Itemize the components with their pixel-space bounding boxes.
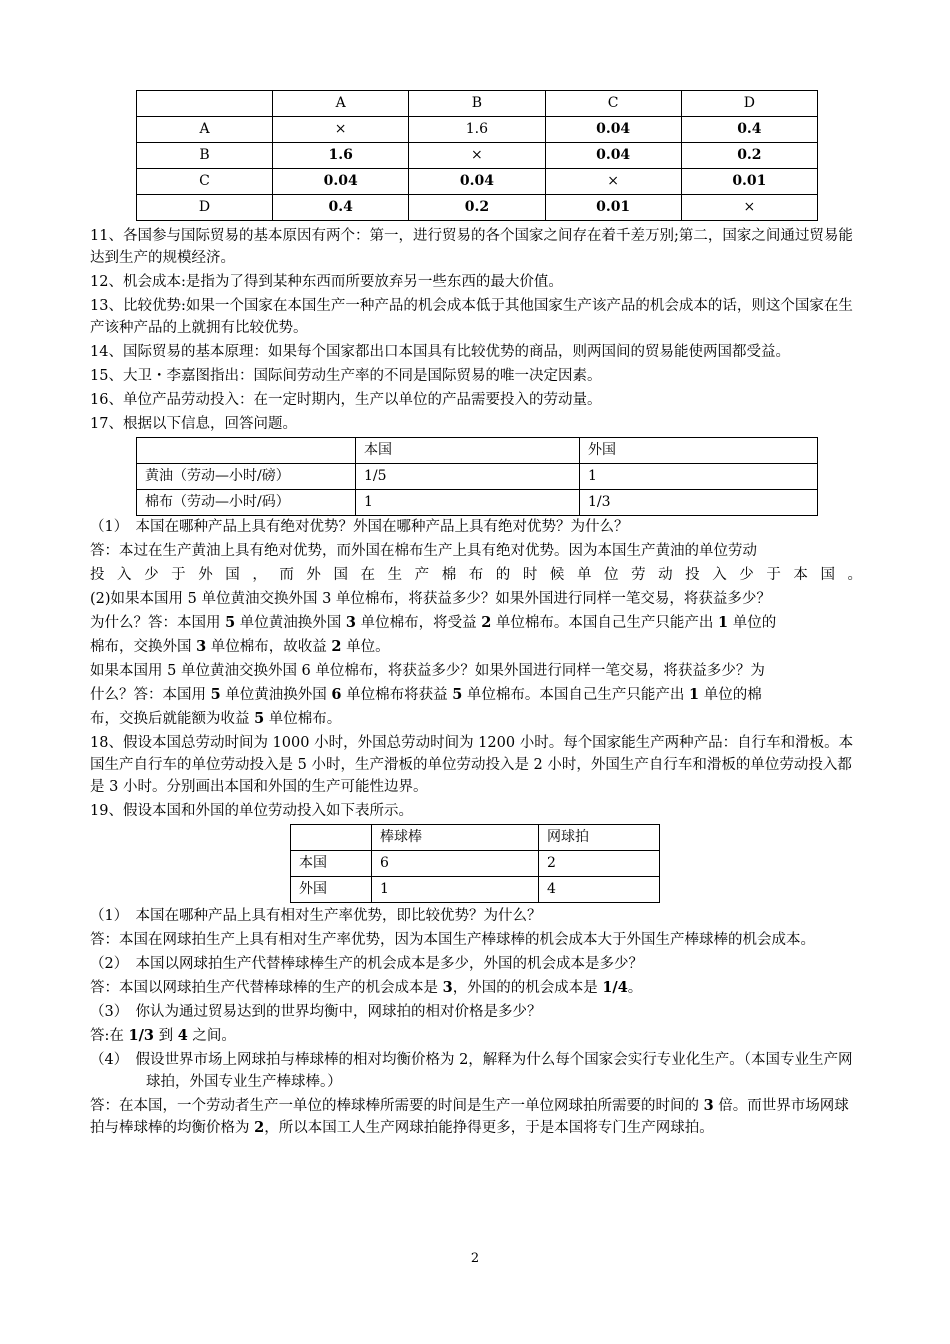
item-12: 12、机会成本:是指为了得到某种东西而所要放弃另一些东西的最大价值。 xyxy=(90,274,563,290)
table-header-row xyxy=(137,438,818,464)
text-run: 2 xyxy=(481,614,492,631)
table-cell: 0.01 xyxy=(681,169,817,195)
q17-answer-1b: 投入少于外国，而外国在生产棉布的时候单位劳动投入少于本国。 xyxy=(90,567,862,583)
table-cell: 棒球棒 xyxy=(372,825,539,851)
q17-answer-3-cont xyxy=(90,708,862,730)
item-14: 14、国际贸易的基本原理：如果每个国家都出口本国具有比较优势的商品，则两国间的贸易能使两国都受益。 xyxy=(90,344,790,360)
ratio-table xyxy=(136,90,818,221)
text-run: 什么？答：本国用 xyxy=(90,687,211,703)
table-cell: 黄油（劳动—小时/磅） xyxy=(137,464,356,490)
table-cell: 网球拍 xyxy=(539,825,660,851)
table-cell: B xyxy=(409,91,545,117)
text-run: 1 xyxy=(689,686,700,703)
text-run: 1 xyxy=(718,614,729,631)
text-run: 之间。 xyxy=(187,1028,236,1044)
table-cell: × xyxy=(409,143,545,169)
table-cell: B xyxy=(137,143,273,169)
table-cell: × xyxy=(273,117,409,143)
page-number: 2 xyxy=(470,1251,480,1266)
text-run: 到 xyxy=(153,1028,178,1044)
table-cell: 外国 xyxy=(291,877,372,903)
text-run: 单位棉布，故收益 xyxy=(206,639,332,655)
q17-question-1: （1） 本国在哪种产品上具有绝对优势？外国在哪种产品上具有绝对优势？为什么？ xyxy=(90,519,629,535)
unit-labor-table xyxy=(290,824,660,903)
item-17: 17、根据以下信息，回答问题。 xyxy=(90,416,297,432)
text-run: 。 xyxy=(627,980,643,996)
text-run: ，外国的的机会成本是 xyxy=(452,980,603,996)
table-cell: × xyxy=(545,169,681,195)
text-run: 答：在本国，一个劳动者生产一单位的棒球棒所需要的时间是生产一单位网球拍所需要的时间的 xyxy=(90,1098,704,1114)
table-row xyxy=(137,143,818,169)
text-run: 3 xyxy=(703,1097,714,1114)
q19-answer-2 xyxy=(90,977,862,999)
table-row xyxy=(137,195,818,221)
table-cell: 1/5 xyxy=(356,464,580,490)
q19-answer-4 xyxy=(90,1095,862,1139)
text-run: 答：本国以网球拍生产代替棒球棒的生产的机会成本是 xyxy=(90,980,443,996)
table-cell: C xyxy=(545,91,681,117)
text-run: 单位。 xyxy=(341,639,390,655)
table-cell: 0.4 xyxy=(681,117,817,143)
table-cell: 0.04 xyxy=(409,169,545,195)
text-run: ，所以本国工人生产网球拍能挣得更多，于是本国将专门生产网球拍。 xyxy=(264,1120,714,1136)
text-run: 为什么？答：本国用 xyxy=(90,615,226,631)
table-cell: 0.04 xyxy=(545,143,681,169)
table-cell: 4 xyxy=(539,877,660,903)
table-cell: 本国 xyxy=(291,851,372,877)
table-cell: 棉布（劳动—小时/码） xyxy=(137,490,356,516)
table-cell: C xyxy=(137,169,273,195)
table-cell: 0.04 xyxy=(545,117,681,143)
q17-answer-1a: 答：本过在生产黄油上具有绝对优势，而外国在棉布生产上具有绝对优势。因为本国生产黄油的单位劳动 xyxy=(90,543,757,559)
item-11: 11、各国参与国际贸易的基本原因有两个：第一，进行贸易的各个国家之间存在着千差万别;第二，国家之间通过贸易能达到生产的规模经济。 xyxy=(90,228,853,266)
text-run: 单位棉布将获益 xyxy=(341,687,453,703)
text-run: 2 xyxy=(331,638,342,655)
text-run: 单位黄油换外国 xyxy=(220,687,332,703)
table-cell: 0.2 xyxy=(409,195,545,221)
item-19: 19、假设本国和外国的单位劳动投入如下表所示。 xyxy=(90,803,413,819)
item-15: 15、大卫・李嘉图指出：国际间劳动生产率的不同是国际贸易的唯一决定因素。 xyxy=(90,368,602,384)
table-row xyxy=(291,851,660,877)
table-header-row xyxy=(291,825,660,851)
table-cell: 1 xyxy=(580,464,818,490)
text-run: 单位的棉 xyxy=(699,687,762,703)
labor-input-table xyxy=(136,437,818,516)
text-run: 单位黄油换外国 xyxy=(235,615,346,631)
table-cell xyxy=(137,91,273,117)
table-cell: 2 xyxy=(539,851,660,877)
table-cell: 本国 xyxy=(356,438,580,464)
table-cell: 1 xyxy=(356,490,580,516)
item-13: 13、比较优势:如果一个国家在本国生产一种产品的机会成本低于其他国家生产该产品的机会成本的话，则这个国家在生产该种产品的上就拥有比较优势。 xyxy=(90,298,853,336)
table-row xyxy=(137,169,818,195)
text-run: 单位棉布。 xyxy=(264,711,342,727)
text-run: 5 xyxy=(254,710,265,727)
text-run: 5 xyxy=(452,686,463,703)
text-run: 2 xyxy=(254,1119,265,1136)
q19-answer-3 xyxy=(90,1025,862,1047)
text-run: 5 xyxy=(225,614,236,631)
table-cell: 1 xyxy=(372,877,539,903)
item-18: 18、假设本国总劳动时间为 1000 小时，外国总劳动时间为 1200 小时。每个国家能生产两种产品：自行车和滑板。本国生产自行车的单位劳动投入是 5 小时，生产滑板的单位劳动投入是 2 小时，外国生产自行车和滑板的单位劳动投入都是 3 小时。分别画出本国和外国的生产可能性边界。 xyxy=(90,735,854,795)
text-run: 倍。而世界市场网球拍与棒球棒的均衡价格为 xyxy=(90,1098,849,1136)
document-page xyxy=(90,90,862,1139)
table-cell: × xyxy=(681,195,817,221)
q17-answer-3 xyxy=(90,684,862,706)
q17-answer-2-cont xyxy=(90,636,862,658)
table-cell: A xyxy=(273,91,409,117)
text-run: 单位棉布。本国自己生产只能产出 xyxy=(491,615,719,631)
table-row xyxy=(137,490,818,516)
text-run: 5 xyxy=(210,686,221,703)
text-run: 1/4 xyxy=(602,979,628,996)
table-cell: 1/3 xyxy=(580,490,818,516)
q19-answer-1: 答：本国在网球拍生产上具有相对生产率优势，因为本国生产棒球棒的机会成本大于外国生产棒球棒的机会成本。 xyxy=(90,932,815,948)
table-row xyxy=(291,877,660,903)
table-cell: 0.2 xyxy=(681,143,817,169)
text-run: 1/3 xyxy=(128,1027,154,1044)
table-cell: 6 xyxy=(372,851,539,877)
text-run: 4 xyxy=(177,1027,188,1044)
table-cell: D xyxy=(137,195,273,221)
text-run: 3 xyxy=(196,638,207,655)
text-run: 单位的 xyxy=(728,615,777,631)
text-run: 3 xyxy=(442,979,453,996)
q19-question-4: （4） 假设世界市场上网球拍与棒球棒的相对均衡价格为 2，解释为什么每个国家会实行专业化生产。（本国专业生产网球拍，外国专业生产棒球棒。） xyxy=(90,1052,853,1090)
q19-question-2: （2） 本国以网球拍生产代替棒球棒生产的机会成本是多少，外国的机会成本是多少？ xyxy=(90,956,643,972)
q17-question-2: (2)如果本国用 5 单位黄油交换外国 3 单位棉布，将获益多少？如果外国进行同样一笔交易，将获益多少？ xyxy=(90,591,771,607)
q17-question-3: 如果本国用 5 单位黄油交换外国 6 单位棉布，将获益多少？如果外国进行同样一笔交易，将获益多少？为 xyxy=(90,663,765,679)
table-cell: A xyxy=(137,117,273,143)
table-cell: D xyxy=(681,91,817,117)
q19-question-3: （3） 你认为通过贸易达到的世界均衡中，网球拍的相对价格是多少？ xyxy=(90,1004,542,1020)
table-header-row xyxy=(137,91,818,117)
table-cell: 0.01 xyxy=(545,195,681,221)
q19-question-1: （1） 本国在哪种产品上具有相对生产率优势，即比较优势？为什么？ xyxy=(90,908,542,924)
text-run: 棉布，交换外国 xyxy=(90,639,197,655)
table-cell xyxy=(137,438,356,464)
table-row xyxy=(137,117,818,143)
table-cell: 1.6 xyxy=(273,143,409,169)
q17-answer-2 xyxy=(90,612,862,634)
item-16: 16、单位产品劳动投入：在一定时期内，生产以单位的产品需要投入的劳动量。 xyxy=(90,392,602,408)
table-cell: 1.6 xyxy=(409,117,545,143)
text-run: 布，交换后就能额为收益 xyxy=(90,711,255,727)
table-cell xyxy=(291,825,372,851)
text-run: 6 xyxy=(331,686,342,703)
text-run: 3 xyxy=(345,614,357,631)
table-cell: 0.04 xyxy=(273,169,409,195)
text-run: 单位棉布。本国自己生产只能产出 xyxy=(462,687,690,703)
table-row xyxy=(137,464,818,490)
table-cell: 0.4 xyxy=(273,195,409,221)
table-cell: 外国 xyxy=(580,438,818,464)
text-run: 答:在 xyxy=(90,1028,129,1044)
text-run: 单位棉布，将受益 xyxy=(356,615,482,631)
